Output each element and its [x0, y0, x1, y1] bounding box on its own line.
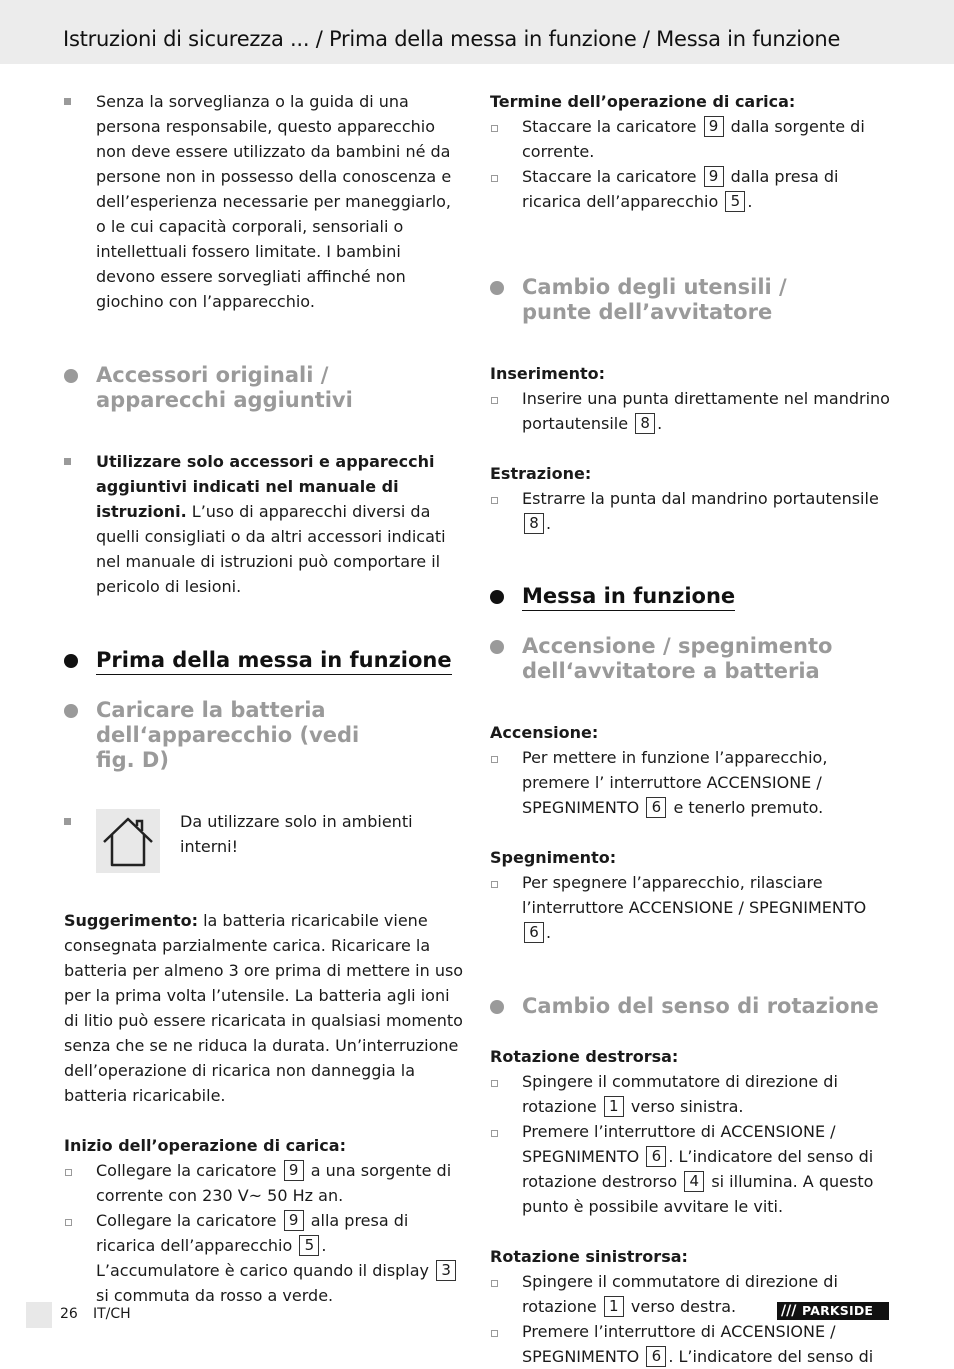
- page-number: 26: [60, 1306, 78, 1322]
- heading-cambio-utensili: Cambio degli utensili / punte dell’avvitatore: [490, 275, 890, 325]
- safety-bullet: Senza la sorveglianza o la guida di una persona responsabile, questo apparecchio non deve essere utilizzato da bambini né da persone non in possesso della conoscenza e dell’esperienza necessarie per maneggiarlo, o le cui capacità corporali, sensoriali o intellettuali fossero limitate. I bambini devono essere sorvegliati affinché non giochino con l’apparecchio.: [64, 89, 464, 314]
- estrazione-heading: Estrazione:: [490, 464, 592, 483]
- sinistrorsa-heading: Rotazione sinistrorsa:: [490, 1247, 688, 1266]
- list-item: Estrarre la punta dal mandrino portautensile 8 .: [490, 486, 890, 536]
- heading-rotazione: Cambio del senso di rotazione: [490, 994, 890, 1019]
- heading-accessori: Accessori originali / apparecchi aggiuntivi: [64, 363, 464, 413]
- page-number-box: [26, 1302, 52, 1328]
- page-title: Istruzioni di sicurezza ... / Prima della messa in funzione / Messa in funzione: [63, 27, 841, 51]
- logo-text: PARKSIDE: [802, 1303, 874, 1318]
- accensione-heading: Accensione:: [490, 723, 599, 742]
- accessori-bullet: Utilizzare solo accessori e apparecchi aggiuntivi indicati nel manuale di istruzioni. L’uso di apparecchi diversi da quelli consigliati o da altri accessori indicati nel manuale di istruzioni può comportare il pericolo di lesioni.: [64, 449, 464, 599]
- heading-accensione: Accensione / spegnimento dell‘avvitatore a batteria: [490, 634, 890, 684]
- house-icon: [96, 809, 160, 873]
- inserimento-heading: Inserimento:: [490, 364, 606, 383]
- parkside-logo: [777, 1302, 889, 1320]
- list-item: Spingere il commutatore di direzione di rotazione 1 verso sinistra.: [490, 1069, 890, 1119]
- interni-bullet: Da utilizzare solo in ambienti interni!: [64, 809, 464, 873]
- left-column: [64, 89, 464, 1308]
- language-code: IT/CH: [93, 1306, 131, 1322]
- list-item: Per spegnere l’apparecchio, rilasciare l’interruttore ACCENSIONE / SPEGNIMENTO 6 .: [490, 870, 890, 945]
- logo-slashes: ///: [781, 1303, 797, 1319]
- termine-carica-heading: Termine dell’operazione di carica:: [490, 92, 796, 111]
- suggerimento-paragraph: Suggerimento: la batteria ricaricabile viene consegnata parzialmente carica. Ricaricare la batteria per almeno 3 ore prima di mettere in uso per la prima volta l’utensile. La batteria agli ioni di litio può essere ricaricata in qualsiasi momento senza che se ne riduca la durata. Un’interruzione dell’operazione di ricarica non danneggia la batteria ricaricabile.: [64, 911, 464, 1105]
- list-item: Spingere il commutatore di direzione di rotazione 1 verso destra.: [490, 1269, 890, 1319]
- inizio-carica-heading: Inizio dell’operazione di carica:: [64, 1136, 346, 1155]
- heading-messa-funzione: Messa in funzione: [490, 584, 890, 609]
- list-item: Collegare la caricatore 9 alla presa di ricarica dell’apparecchio 5 . L’accumulatore è carico quando il display 3 si commuta da rosso a verde.: [64, 1208, 464, 1308]
- right-column: [490, 89, 890, 1369]
- spegnimento-heading: Spegnimento:: [490, 848, 617, 867]
- heading-prima-messa: Prima della messa in funzione: [64, 648, 464, 673]
- list-item: Per mettere in funzione l’apparecchio, premere l’ interruttore ACCENSIONE / SPEGNIMENTO 6 e tenerlo premuto.: [490, 745, 890, 820]
- list-item: Collegare la caricatore 9 a una sorgente di corrente con 230 V~ 50 Hz an.: [64, 1158, 464, 1208]
- destrorsa-heading: Rotazione destrorsa:: [490, 1047, 679, 1066]
- list-item: Premere l’interruttore di ACCENSIONE / SPEGNIMENTO 6 . L’indicatore del senso di: [490, 1319, 890, 1369]
- page-header: [0, 0, 954, 64]
- list-item: Premere l’interruttore di ACCENSIONE / SPEGNIMENTO 6 . L’indicatore del senso di rotazione destrorso 4 si illumina. A questo punto è possibile avvitare le viti.: [490, 1119, 890, 1219]
- list-item: Staccare la caricatore 9 dalla presa di ricarica dell’apparecchio 5 .: [490, 164, 890, 214]
- list-item: Inserire una punta direttamente nel mandrino portautensile 8 .: [490, 386, 890, 436]
- list-item: Staccare la caricatore 9 dalla sorgente di corrente.: [490, 114, 890, 164]
- heading-caricare: Caricare la batteria dell‘apparecchio (vedi fig. D): [64, 698, 464, 773]
